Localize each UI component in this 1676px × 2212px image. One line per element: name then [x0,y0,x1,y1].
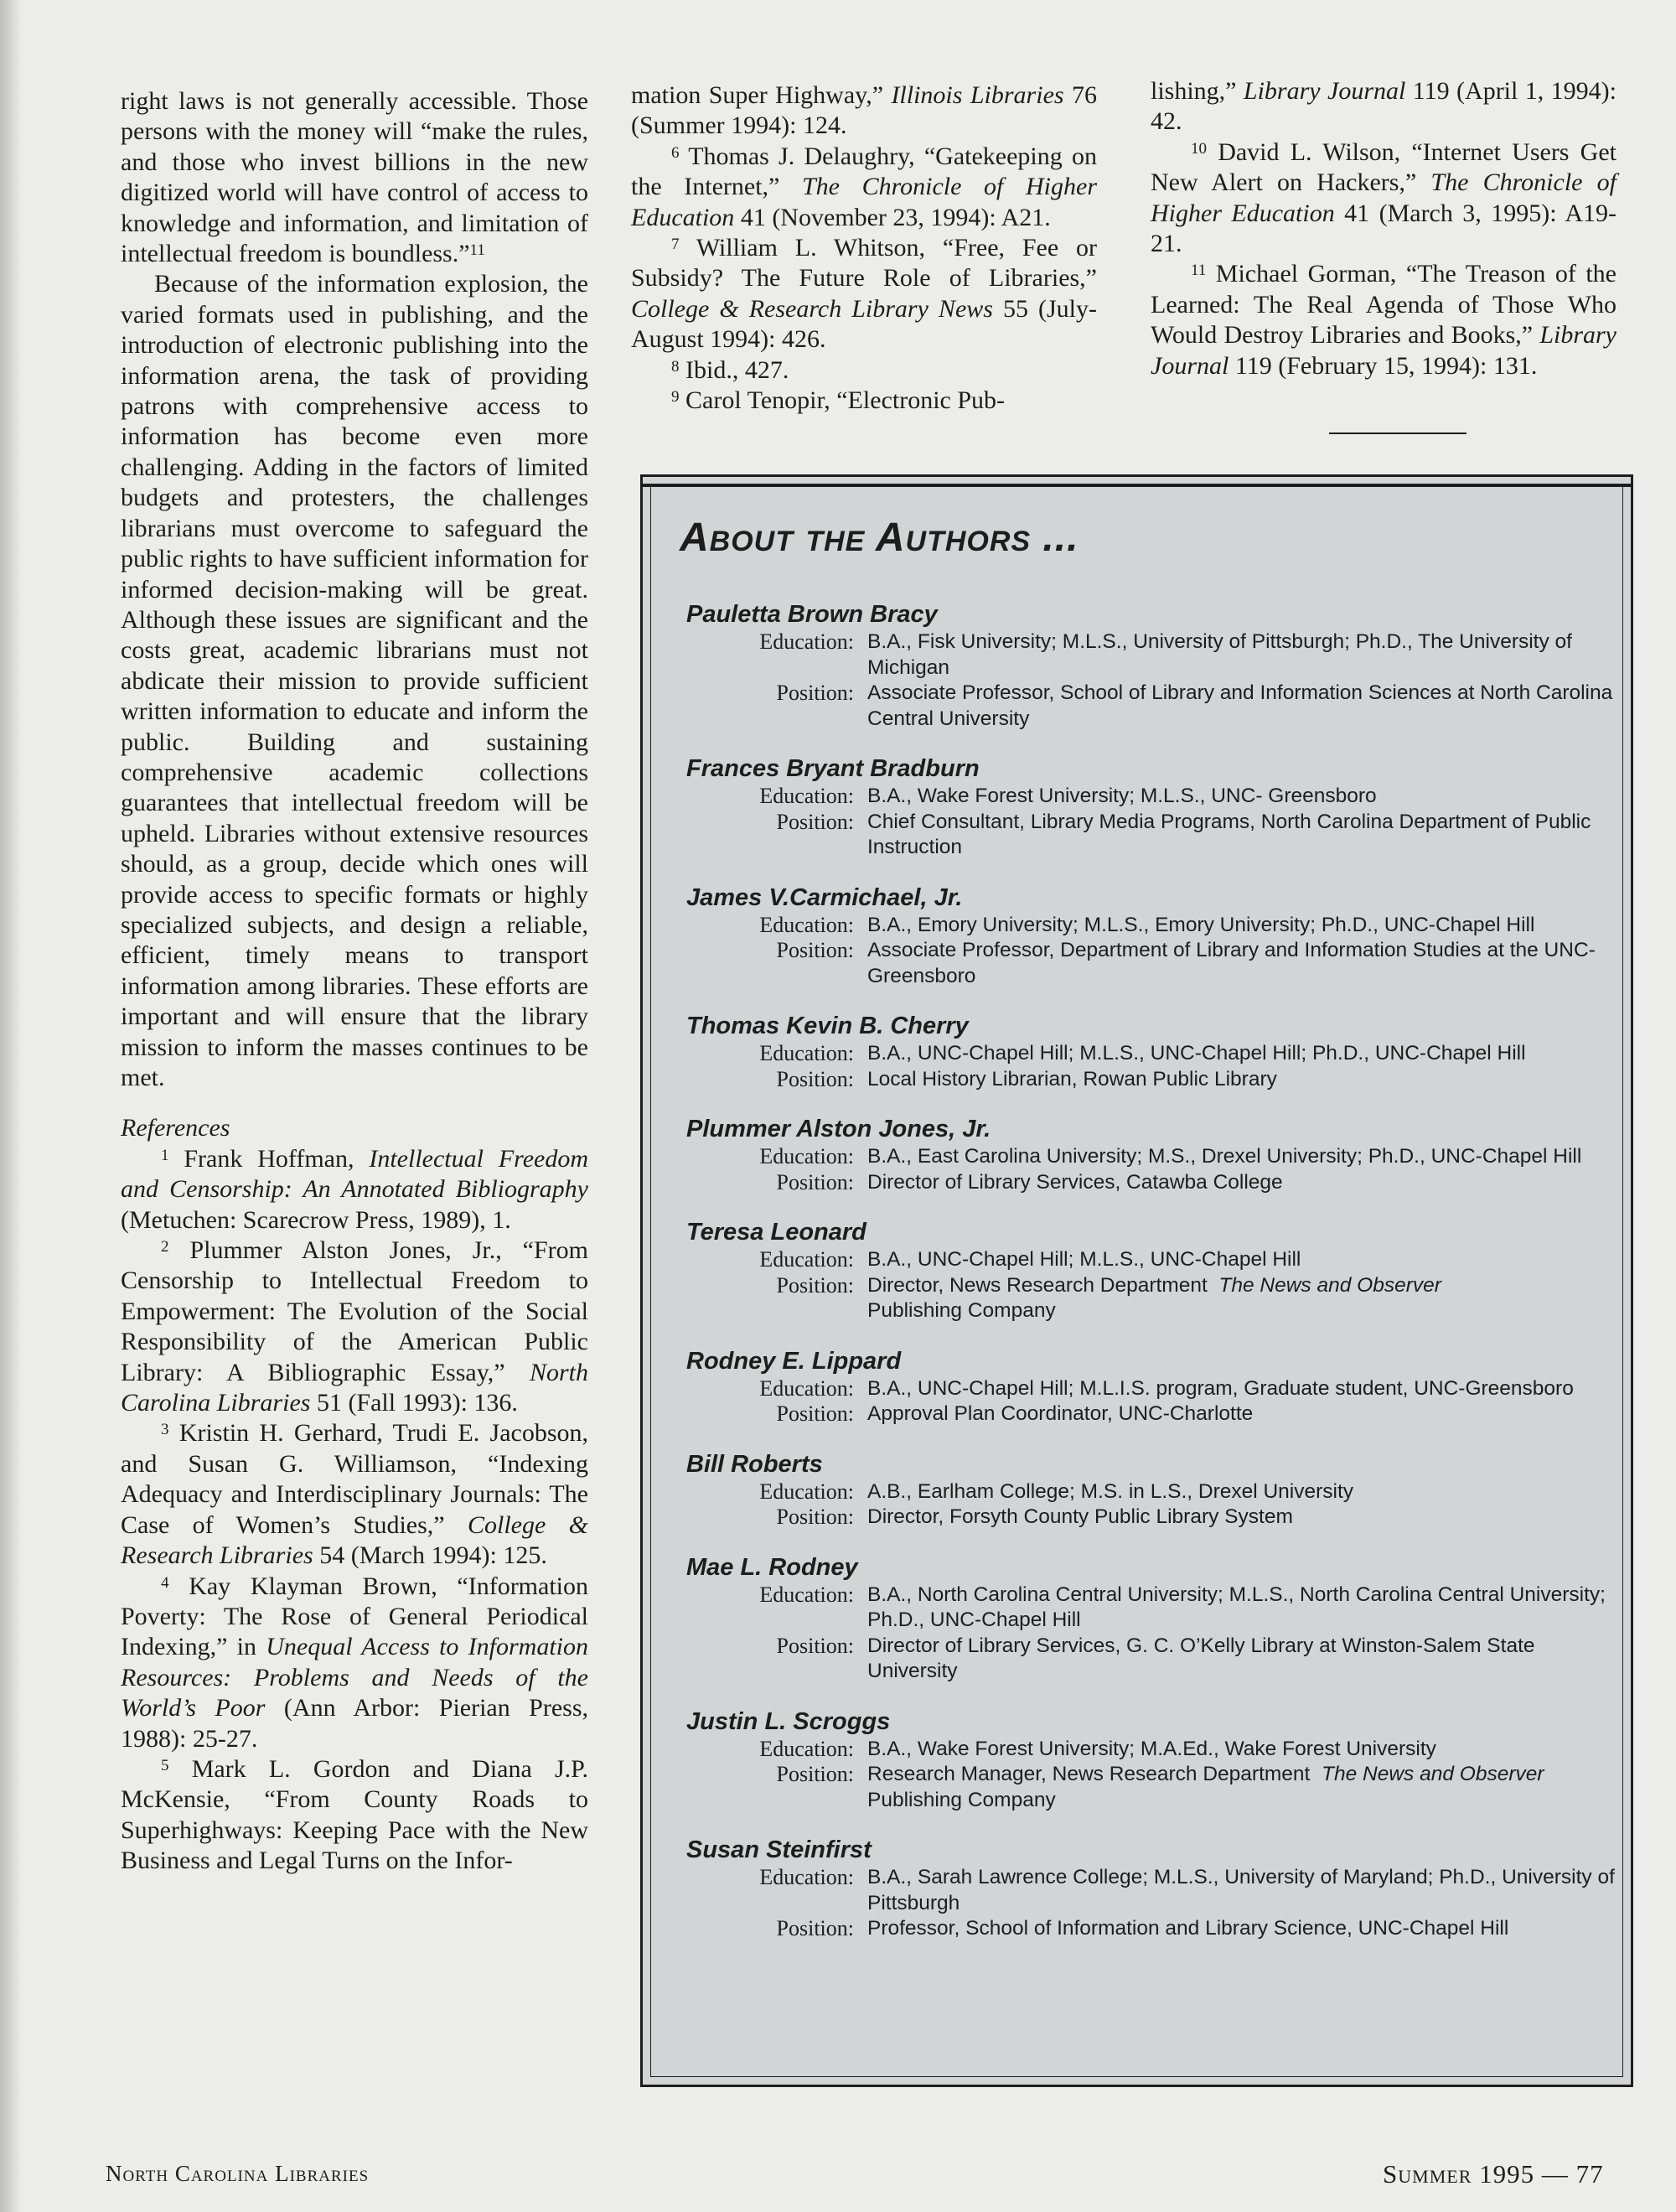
author-education: B.A., Wake Forest University; M.A.Ed., Wake Forest University [867,1737,1436,1760]
author-name: Pauletta Brown Bracy [686,601,938,628]
author-position: Director of Library Services, Catawba College [867,1170,1283,1194]
paragraph-2: Because of the information explosion, the varied formats used in publishing, and the introduction of electronic publishing into the information arena, the task of providing patrons with comprehensive access to information has become even more challenging. Adding in the factors of limited budgets and protesters, the challenges librarians must overcome to safeguard the public rights to have sufficient information for informed decision-making will be great. Although these issues are significant and the costs great, academic librarians must not abdicate their mission to provide sufficient written information to educate and inform the public. Building and sustaining comprehensive academic collections guarantees that intellectual freedom will be upheld. Libraries without extensive resources should, as a group, decide which ones will provide access to specific formats or highly specialized subjects, and design a reliable, efficient, timely means to transport information among libraries. These efforts are important and will ensure that the library mission to inform the masses continues to be met. [121,270,588,1091]
author-entry [686,1011,1625,1092]
reference-1: $^1$ Frank Hoffman, Intellectual Freedom and Censorship: An Annotated Bibliography (Metuchen: Scarecrow Press, 1989), 1. [121,1144,589,1234]
author-entry [686,1114,1625,1195]
author-education: B.A., Sarah Lawrence College; M.L.S., University of Maryland; Ph.D., University of Pittsburgh [867,1866,1615,1914]
author-education: B.A., UNC-Chapel Hill; M.L.I.S. program, Graduate student, UNC-Greensboro [867,1376,1574,1400]
author-position: Approval Plan Coordinator, UNC-Charlotte [867,1402,1254,1425]
author-education-row [686,629,1625,681]
education-label: Education: [759,1736,854,1761]
author-education-row [686,1144,1625,1170]
end-of-article-rule [1329,433,1466,434]
reference-6: $^6$ Thomas J. Delaughry, “Gatekeeping on the Internet,” The Chronicle of Higher Education 41 (November 23, 1994): A21. [631,142,1097,231]
reference-10: $^{10}$ David L. Wilson, “Internet Users Get New Alert on Hackers,” The Chronicle of Higher Education 41 (March 3, 1995): A19-21. [1151,137,1617,258]
position-label: Position: [776,1916,854,1940]
author-entry [686,754,1625,861]
publisher-name: The News and Observer [1218,1273,1441,1297]
author-position-row [686,1273,1625,1324]
reference-8: $^8$ Ibid., 427. [671,355,789,384]
author-education: B.A., Fisk University; M.L.S., University of Pittsburgh; Ph.D., The University of Michigan [867,630,1572,679]
reference-7: $^7$ William L. Whitson, “Free, Fee or Subsidy? The Future Role of Libraries,” College & Research Library News 55 (July-August 1994): 426. [631,234,1097,354]
author-name: Plummer Alston Jones, Jr. [686,1116,991,1142]
publisher-name: The News and Observer [1321,1763,1544,1785]
author-education-row [686,913,1625,939]
author-position: Associate Professor, Department of Library and Information Studies at the UNC-Greensboro [867,939,1596,987]
position-label: Position: [776,1272,854,1298]
education-label: Education: [759,1144,854,1168]
author-position: Associate Professor, School of Library and Information Sciences at North Carolina Central University [867,681,1613,730]
author-education-row [686,1737,1625,1763]
author-position-row [686,681,1625,732]
author-education-row [686,1583,1625,1634]
author-position-row [686,1401,1625,1427]
author-position-row [686,1634,1625,1685]
position-label: Position: [776,1066,854,1091]
education-label: Education: [759,1247,854,1272]
author-education: B.A., Wake Forest University; M.L.S., UNC- Greensboro [867,785,1377,807]
position-label: Position: [776,681,854,705]
column-3 [1151,76,1617,381]
author-education: B.A., North Carolina Central University; M.L.S., North Carolina Central University; Ph.D., UNC-Chapel Hill [867,1583,1606,1631]
education-label: Education: [759,1041,854,1065]
author-entry [686,1552,1625,1685]
position-label: Position: [776,938,854,962]
education-label: Education: [759,1375,854,1401]
author-education-row [686,1376,1625,1402]
author-position: Chief Consultant, Library Media Programs, North Carolina Department of Public Instruction [867,810,1591,858]
reference-5-continued: mation Super Highway,” Illinois Libraries 76 (Summer 1994): 124. [631,81,1097,140]
author-position: Director of Library Services, G. C. O’Kelly Library at Winston-Salem State University [867,1634,1535,1682]
author-education-row [686,1247,1625,1273]
column-1 [121,86,588,1877]
references-heading: References [121,1114,230,1142]
author-name: Rodney E. Lippard [686,1347,902,1375]
author-entry [686,599,1625,732]
author-name: Frances Bryant Bradburn [686,755,980,782]
author-name: Teresa Leonard [686,1219,866,1246]
author-name: Thomas Kevin B. Cherry [686,1013,969,1039]
author-entry [686,1835,1625,1942]
author-position: Director, News Research Department The News and Observer Publishing Company [867,1273,1441,1322]
reference-2: $^2$ Plummer Alston Jones, Jr., “From Censorship to Intellectual Freedom to Empowerment: The Evolution of the Social Responsibility of the American Public Library: A Bibliographic Essay,” North Carolina Libraries 51 (Fall 1993): 136. [121,1236,588,1417]
reference-5: $^5$ Mark L. Gordon and Diana J.P. McKensie, “From County Roads to Superhighways: Keeping Pace with the New Business and Legal Turns on the Infor- [121,1754,589,1875]
reference-9-continued: lishing,” Library Journal 119 (April 1, 1994): 42. [1151,77,1617,136]
author-position-row [686,1170,1625,1196]
column-2 [631,80,1097,416]
author-position: Research Manager, News Research Department The News and Observer Publishing Company [867,1763,1544,1811]
position-label: Position: [776,1505,854,1529]
author-entry [686,1707,1625,1814]
author-entry [686,1346,1625,1427]
author-position: Director, Forsyth County Public Library System [867,1505,1293,1528]
author-education-row [686,1865,1625,1916]
author-name: Justin L. Scroggs [686,1707,891,1735]
education-label: Education: [759,1865,854,1889]
footer-journal-name: North Carolina Libraries [106,2161,370,2186]
position-label: Position: [776,1401,854,1426]
author-position-row [686,938,1625,989]
author-name: Susan Steinfirst [686,1836,872,1863]
author-name: James V.Carmichael, Jr. [686,883,963,911]
author-education: A.B., Earlham College; M.S. in L.S., Drexel University [867,1479,1354,1503]
author-name: Mae L. Rodney [686,1553,858,1581]
authors-title: About the Authors ... [680,515,1079,560]
reference-9: $^9$ Carol Tenopir, “Electronic Pub- [671,386,1006,415]
about-the-authors-box [640,474,1633,2087]
position-label: Position: [776,809,854,834]
education-label: Education: [759,1582,854,1607]
author-name: Bill Roberts [686,1450,823,1478]
position-label: Position: [776,1169,854,1194]
reference-3: $^3$ Kristin H. Gerhard, Trudi E. Jacobson, and Susan G. Williamson, “Indexing Adequacy and Interdisciplinary Journals: The Case of Women’s Studies,” College & Research Libraries 54 (March 1994): 125. [121,1419,588,1570]
reference-4: $^4$ Kay Klayman Brown, “Information Poverty: The Rose of General Periodical Indexing,” in Unequal Access to Information Resources: Problems and Needs of the World’s Poor (Ann Arbor: Pierian Press, 1988): 25-27. [121,1572,589,1753]
reference-11: $^{11}$ Michael Gorman, “The Treason of the Learned: The Real Agenda of Those Who Would Destroy Libraries and Books,” Library Journal 119 (February 15, 1994): 131. [1151,260,1617,380]
author-education: B.A., UNC-Chapel Hill; M.L.S., UNC-Chapel Hill; Ph.D., UNC-Chapel Hill [867,1042,1526,1065]
education-label: Education: [759,1479,854,1504]
page-number: 77 [1575,2159,1604,2189]
author-education: B.A., East Carolina University; M.S., Drexel University; Ph.D., UNC-Chapel Hill [867,1145,1582,1168]
footer-issue-page: Summer 1995 — 77 [1383,2159,1604,2189]
author-position-row [686,1762,1625,1813]
author-position: Local History Librarian, Rowan Public Library [867,1067,1277,1090]
education-label: Education: [759,912,854,937]
author-entry [686,1449,1625,1531]
author-entry [686,883,1625,990]
author-position: Professor, School of Information and Library Science, UNC-Chapel Hill [867,1917,1509,1940]
author-education-row [686,784,1625,810]
education-label: Education: [759,784,854,808]
paragraph-1: right laws is not generally accessible. Those persons with the money will “make the rules, and those who invest billions in the new digitized world will have control of access to knowledge and information, and limitation of intellectual freedom is boundless.”$^{11}$ [121,87,588,268]
position-label: Position: [776,1762,854,1786]
position-label: Position: [776,1633,854,1658]
author-education-row [686,1479,1625,1505]
author-position-row [686,1505,1625,1531]
author-entry [686,1217,1625,1324]
author-education: B.A., UNC-Chapel Hill; M.L.S., UNC-Chapel Hill [867,1248,1301,1271]
footnote-marker: 11 [469,241,485,260]
page-gutter-shadow [0,0,22,2212]
authors-list [686,599,1625,1964]
author-position-row [686,810,1625,861]
education-label: Education: [759,629,854,654]
author-position-row [686,1916,1625,1942]
author-position-row [686,1067,1625,1093]
author-education-row [686,1041,1625,1067]
author-education: B.A., Emory University; M.L.S., Emory University; Ph.D., UNC-Chapel Hill [867,913,1535,936]
